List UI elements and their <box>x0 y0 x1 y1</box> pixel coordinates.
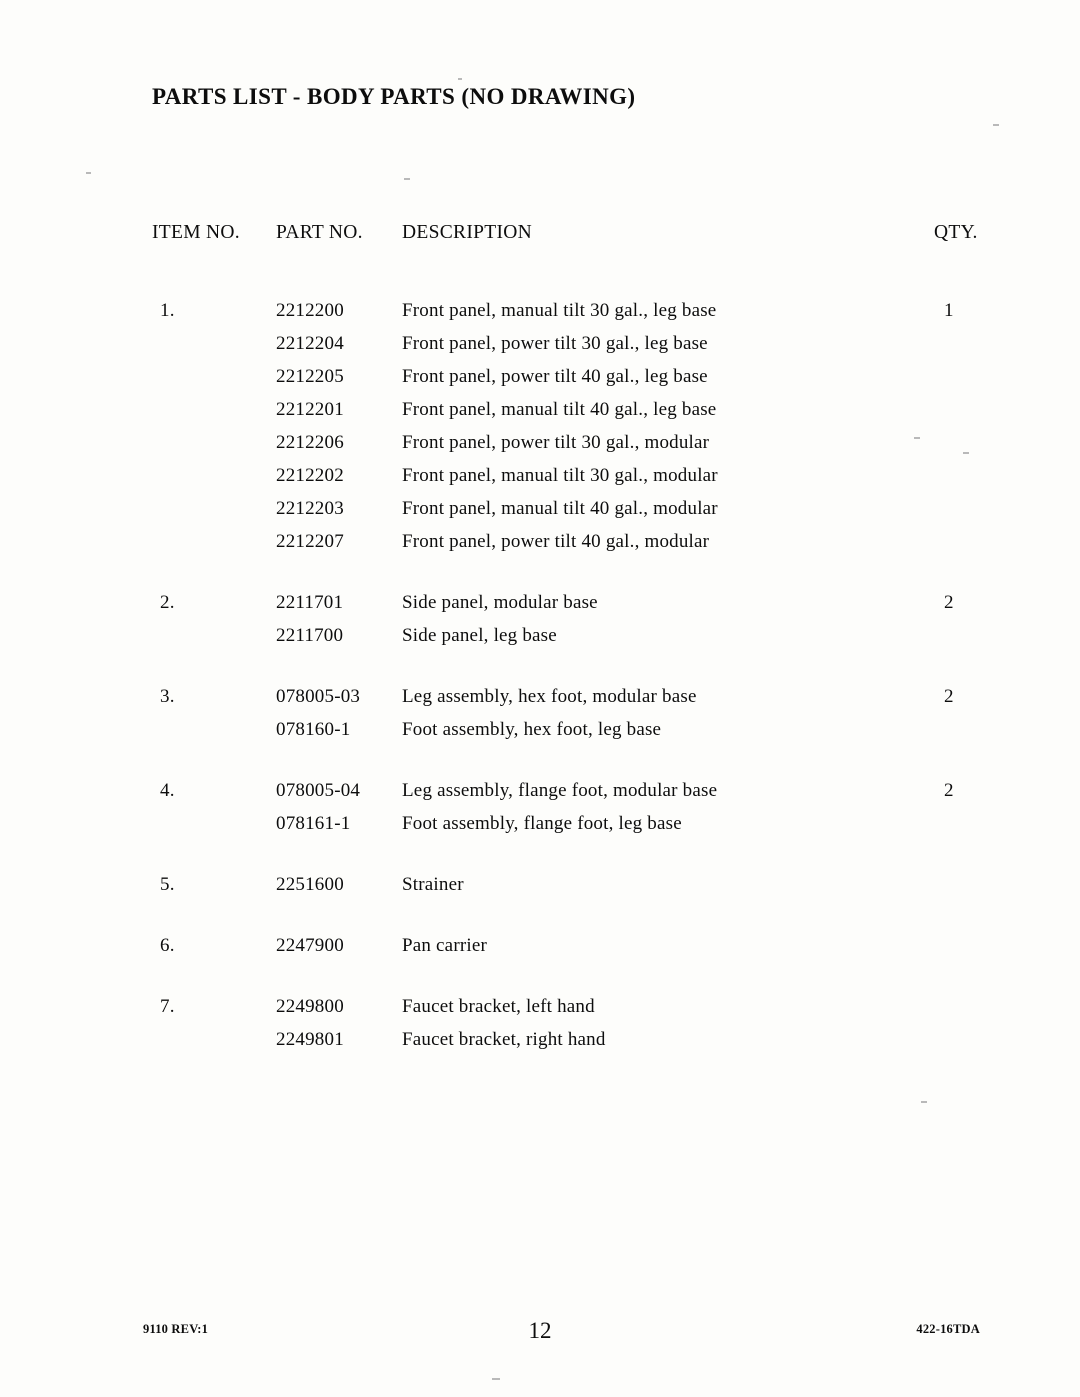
cell-description: Front panel, manual tilt 40 gal., modular <box>402 498 718 519</box>
parts-group <box>152 996 992 1062</box>
table-row <box>152 780 992 813</box>
cell-item-no: 4. <box>160 780 175 801</box>
cell-part-no: 2212205 <box>276 366 344 387</box>
table-row <box>152 686 992 719</box>
parts-group <box>152 686 992 752</box>
table-row <box>152 625 992 658</box>
cell-description: Side panel, leg base <box>402 625 557 646</box>
scan-artifact <box>963 452 969 454</box>
cell-description: Leg assembly, hex foot, modular base <box>402 686 697 707</box>
cell-description: Foot assembly, flange foot, leg base <box>402 813 682 834</box>
cell-description: Front panel, manual tilt 30 gal., leg base <box>402 300 717 321</box>
cell-description: Strainer <box>402 874 464 895</box>
column-header-qty: QTY. <box>934 222 978 243</box>
cell-description: Front panel, manual tilt 30 gal., modular <box>402 465 718 486</box>
cell-part-no: 2251600 <box>276 874 344 895</box>
cell-description: Front panel, manual tilt 40 gal., leg base <box>402 399 717 420</box>
parts-table <box>152 300 992 1090</box>
cell-description: Foot assembly, hex foot, leg base <box>402 719 662 740</box>
cell-part-no: 2211700 <box>276 625 344 646</box>
cell-item-no: 5. <box>160 874 175 895</box>
cell-description: Front panel, power tilt 30 gal., leg base <box>402 333 708 354</box>
parts-group <box>152 592 992 658</box>
table-row <box>152 300 992 333</box>
cell-part-no: 2212201 <box>276 399 344 420</box>
cell-description: Leg assembly, flange foot, modular base <box>402 780 718 801</box>
cell-description: Faucet bracket, left hand <box>402 996 595 1017</box>
table-row <box>152 498 992 531</box>
cell-part-no: 2249801 <box>276 1029 344 1050</box>
cell-item-no: 2. <box>160 592 175 613</box>
cell-part-no: 2212203 <box>276 498 344 519</box>
scan-artifact <box>914 437 920 439</box>
table-row <box>152 1029 992 1062</box>
table-row <box>152 874 992 907</box>
cell-part-no: 2247900 <box>276 935 344 956</box>
cell-part-no: 2212202 <box>276 465 344 486</box>
cell-part-no: 2249800 <box>276 996 344 1017</box>
scan-artifact <box>404 178 410 180</box>
column-header-description: DESCRIPTION <box>402 222 533 243</box>
cell-part-no: 078160-1 <box>276 719 351 740</box>
parts-group <box>152 780 992 846</box>
table-row <box>152 996 992 1029</box>
cell-qty: 2 <box>944 686 954 707</box>
parts-group <box>152 300 992 564</box>
parts-group <box>152 874 992 907</box>
table-row <box>152 399 992 432</box>
scan-artifact <box>458 78 462 80</box>
table-row <box>152 366 992 399</box>
cell-description: Front panel, power tilt 30 gal., modular <box>402 432 710 453</box>
table-row <box>152 935 992 968</box>
cell-description: Front panel, power tilt 40 gal., modular <box>402 531 710 552</box>
cell-item-no: 7. <box>160 996 175 1017</box>
scan-artifact <box>921 1101 927 1103</box>
page-title: PARTS LIST - BODY PARTS (NO DRAWING) <box>152 84 636 109</box>
cell-qty: 2 <box>944 592 954 613</box>
cell-item-no: 6. <box>160 935 175 956</box>
cell-item-no: 1. <box>160 300 175 321</box>
table-row <box>152 465 992 498</box>
parts-group <box>152 935 992 968</box>
footer-document-code: 422-16TDA <box>916 1322 980 1336</box>
table-row <box>152 432 992 465</box>
scan-artifact <box>492 1378 500 1380</box>
cell-qty: 1 <box>944 300 954 321</box>
cell-description: Faucet bracket, right hand <box>402 1029 606 1050</box>
scan-artifact <box>86 172 91 174</box>
table-row <box>152 531 992 564</box>
cell-part-no: 2212207 <box>276 531 344 552</box>
column-header-item: ITEM NO. <box>152 222 240 243</box>
cell-part-no: 2212200 <box>276 300 344 321</box>
table-row <box>152 719 992 752</box>
cell-part-no: 078005-04 <box>276 780 361 801</box>
cell-description: Pan carrier <box>402 935 488 956</box>
cell-part-no: 078005-03 <box>276 686 361 707</box>
cell-item-no: 3. <box>160 686 175 707</box>
cell-description: Side panel, modular base <box>402 592 598 613</box>
footer-page-number: 12 <box>528 1318 552 1343</box>
table-row <box>152 333 992 366</box>
cell-qty: 2 <box>944 780 954 801</box>
footer-revision: 9110 REV:1 <box>143 1322 209 1336</box>
cell-part-no: 2212206 <box>276 432 344 453</box>
table-row <box>152 813 992 846</box>
table-row <box>152 592 992 625</box>
cell-part-no: 2212204 <box>276 333 344 354</box>
cell-part-no: 078161-1 <box>276 813 351 834</box>
scan-artifact <box>993 124 999 126</box>
cell-part-no: 2211701 <box>276 592 344 613</box>
page-footer <box>0 1318 1080 1348</box>
cell-description: Front panel, power tilt 40 gal., leg base <box>402 366 708 387</box>
column-header-part: PART NO. <box>276 222 363 243</box>
